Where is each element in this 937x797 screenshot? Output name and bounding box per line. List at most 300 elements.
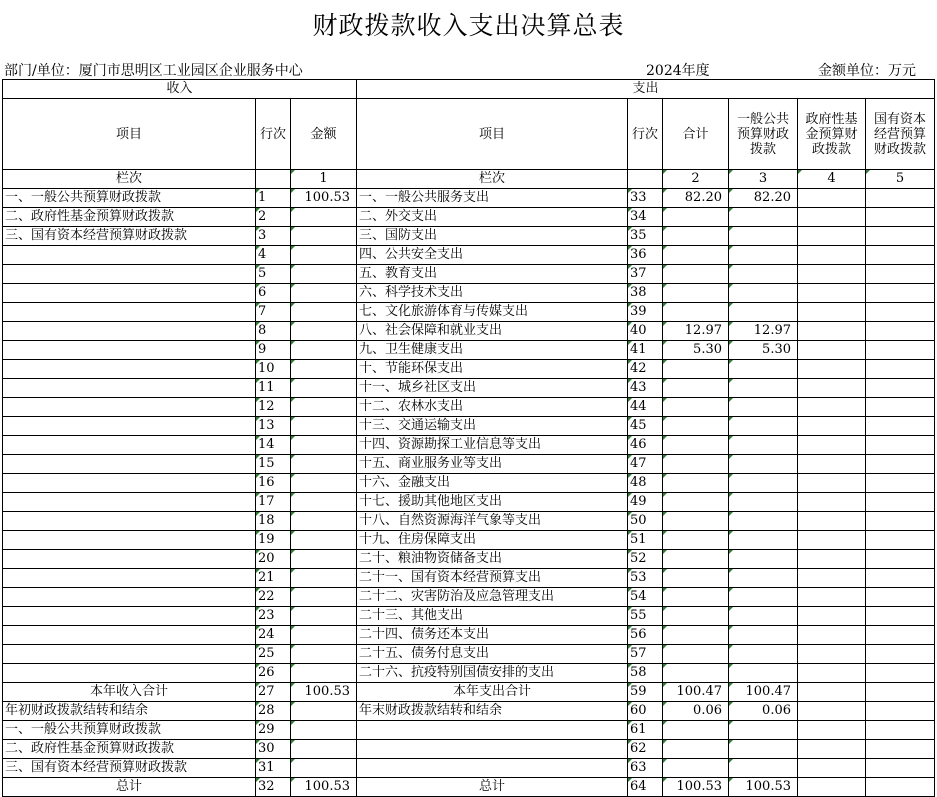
fund-budget-cell — [798, 740, 866, 759]
income-item-cell — [3, 493, 256, 512]
expense-total-cell — [663, 360, 729, 379]
fund-budget-cell — [798, 284, 866, 303]
expense-item-cell: 五、教育支出 — [357, 265, 628, 284]
expense-row-no-cell: 59 — [628, 683, 663, 702]
expense-row-no-cell: 64 — [628, 778, 663, 797]
expense-item-cell: 三、国防支出 — [357, 227, 628, 246]
income-amount-cell — [291, 759, 357, 778]
income-item-cell — [3, 379, 256, 398]
table-row — [3, 721, 935, 740]
general-budget-cell — [729, 493, 798, 512]
soe-budget-cell — [866, 740, 935, 759]
soe-budget-cell — [866, 664, 935, 683]
income-item-cell — [3, 436, 256, 455]
expense-item-cell: 年末财政拨款结转和结余 — [357, 702, 628, 721]
expense-row-no-cell: 58 — [628, 664, 663, 683]
income-row-no-cell: 8 — [256, 322, 291, 341]
fund-budget-cell — [798, 341, 866, 360]
expense-total-cell — [663, 379, 729, 398]
col-index-label: 栏次 — [357, 170, 628, 189]
col-header-total: 合计 — [663, 99, 729, 170]
expense-row-no-cell: 48 — [628, 474, 663, 493]
income-amount-cell — [291, 379, 357, 398]
income-row-no-cell: 26 — [256, 664, 291, 683]
general-budget-cell — [729, 208, 798, 227]
general-budget-cell — [729, 303, 798, 322]
fund-budget-cell — [798, 626, 866, 645]
expense-total-cell — [663, 265, 729, 284]
table-row — [3, 246, 935, 265]
income-amount-cell — [291, 626, 357, 645]
general-budget-cell — [729, 398, 798, 417]
table-row — [3, 360, 935, 379]
expense-row-no-cell: 51 — [628, 531, 663, 550]
soe-budget-cell — [866, 360, 935, 379]
income-item-cell — [3, 626, 256, 645]
expense-row-no-cell: 34 — [628, 208, 663, 227]
expense-total-cell: 12.97 — [663, 322, 729, 341]
soe-budget-cell — [866, 626, 935, 645]
table-row — [3, 189, 935, 208]
table-row — [3, 759, 935, 778]
soe-budget-cell — [866, 512, 935, 531]
income-row-no-cell: 19 — [256, 531, 291, 550]
fund-budget-cell — [798, 208, 866, 227]
income-item-cell: 二、政府性基金预算财政拨款 — [3, 208, 256, 227]
fund-budget-cell — [798, 189, 866, 208]
income-amount-cell — [291, 284, 357, 303]
col-header-expense-item: 项目 — [357, 99, 628, 170]
expense-item-cell: 二十四、债务还本支出 — [357, 626, 628, 645]
income-item-cell — [3, 360, 256, 379]
expense-row-no-cell: 57 — [628, 645, 663, 664]
expense-total-cell: 82.20 — [663, 189, 729, 208]
expense-total-cell — [663, 474, 729, 493]
expense-item-cell: 八、社会保障和就业支出 — [357, 322, 628, 341]
general-budget-cell — [729, 512, 798, 531]
income-row-no-cell: 14 — [256, 436, 291, 455]
expense-row-no-cell: 45 — [628, 417, 663, 436]
income-item-cell — [3, 607, 256, 626]
income-item-cell — [3, 246, 256, 265]
fund-budget-cell — [798, 227, 866, 246]
expense-item-cell: 二十三、其他支出 — [357, 607, 628, 626]
fund-budget-cell — [798, 322, 866, 341]
soe-budget-cell — [866, 341, 935, 360]
soe-budget-cell — [866, 284, 935, 303]
fiscal-year: 2024年度 — [646, 63, 710, 79]
general-budget-cell — [729, 664, 798, 683]
fund-budget-cell — [798, 436, 866, 455]
expense-total-cell — [663, 740, 729, 759]
general-budget-cell — [729, 607, 798, 626]
soe-budget-cell — [866, 436, 935, 455]
table-row — [3, 588, 935, 607]
expense-total-cell — [663, 759, 729, 778]
income-amount-cell — [291, 664, 357, 683]
expense-row-no-cell: 55 — [628, 607, 663, 626]
col-index-1: 1 — [291, 170, 357, 189]
income-row-no-cell: 4 — [256, 246, 291, 265]
income-amount-cell — [291, 721, 357, 740]
income-item-cell: 本年收入合计 — [3, 683, 256, 702]
fund-budget-cell — [798, 493, 866, 512]
col-header-amount: 金额 — [291, 99, 357, 170]
income-amount-cell — [291, 645, 357, 664]
income-amount-cell — [291, 398, 357, 417]
fund-budget-cell — [798, 474, 866, 493]
table-row — [3, 778, 935, 797]
expense-total-cell — [663, 455, 729, 474]
income-amount-cell — [291, 493, 357, 512]
income-row-no-cell: 16 — [256, 474, 291, 493]
table-row — [3, 341, 935, 360]
income-item-cell: 二、政府性基金预算财政拨款 — [3, 740, 256, 759]
table-row — [3, 265, 935, 284]
income-amount-cell — [291, 702, 357, 721]
income-item-cell: 三、国有资本经营预算财政拨款 — [3, 227, 256, 246]
income-amount-cell — [291, 341, 357, 360]
fund-budget-cell — [798, 360, 866, 379]
expense-row-no-cell: 62 — [628, 740, 663, 759]
expense-row-no-cell: 36 — [628, 246, 663, 265]
fund-budget-cell — [798, 531, 866, 550]
expense-item-cell: 四、公共安全支出 — [357, 246, 628, 265]
expense-total-cell — [663, 303, 729, 322]
income-row-no-cell: 6 — [256, 284, 291, 303]
expense-row-no-cell: 54 — [628, 588, 663, 607]
income-row-no-cell: 12 — [256, 398, 291, 417]
expense-total-cell — [663, 246, 729, 265]
income-item-cell — [3, 664, 256, 683]
expense-total-cell — [663, 721, 729, 740]
expense-row-no-cell: 44 — [628, 398, 663, 417]
expense-item-cell: 十一、城乡社区支出 — [357, 379, 628, 398]
general-budget-cell — [729, 474, 798, 493]
income-item-cell — [3, 303, 256, 322]
expense-total-cell — [663, 607, 729, 626]
soe-budget-cell — [866, 474, 935, 493]
soe-budget-cell — [866, 379, 935, 398]
soe-budget-cell — [866, 303, 935, 322]
income-row-no-cell: 25 — [256, 645, 291, 664]
general-budget-cell — [729, 740, 798, 759]
expense-row-no-cell: 39 — [628, 303, 663, 322]
soe-budget-cell — [866, 588, 935, 607]
income-item-cell — [3, 284, 256, 303]
expense-row-no-cell: 35 — [628, 227, 663, 246]
income-amount-cell — [291, 246, 357, 265]
col-index-4: 4 — [798, 170, 866, 189]
fund-budget-cell — [798, 664, 866, 683]
income-item-cell — [3, 474, 256, 493]
table-row — [3, 417, 935, 436]
expense-total-cell — [663, 493, 729, 512]
expense-row-no-cell: 38 — [628, 284, 663, 303]
col-index-3: 3 — [729, 170, 798, 189]
col-header-expense-row-no: 行次 — [628, 99, 663, 170]
expense-total-cell — [663, 569, 729, 588]
expense-item-cell: 七、文化旅游体育与传媒支出 — [357, 303, 628, 322]
col-header-income-row-no: 行次 — [256, 99, 291, 170]
budget-table — [2, 79, 935, 797]
income-amount-cell — [291, 607, 357, 626]
soe-budget-cell — [866, 531, 935, 550]
col-header-soe-budget: 国有资本经营预算财政拨款 — [866, 99, 935, 170]
col-index-5: 5 — [866, 170, 935, 189]
income-row-no-cell: 23 — [256, 607, 291, 626]
income-amount-cell — [291, 208, 357, 227]
fund-budget-cell — [798, 721, 866, 740]
income-item-cell: 三、国有资本经营预算财政拨款 — [3, 759, 256, 778]
income-row-no-cell: 24 — [256, 626, 291, 645]
income-item-cell: 一、一般公共预算财政拨款 — [3, 721, 256, 740]
fund-budget-cell — [798, 683, 866, 702]
fund-budget-cell — [798, 645, 866, 664]
expense-item-cell: 十二、农林水支出 — [357, 398, 628, 417]
fund-budget-cell — [798, 550, 866, 569]
income-row-no-cell: 13 — [256, 417, 291, 436]
expense-item-cell: 十八、自然资源海洋气象等支出 — [357, 512, 628, 531]
table-row — [3, 379, 935, 398]
expense-row-no-cell: 40 — [628, 322, 663, 341]
fund-budget-cell — [798, 759, 866, 778]
table-row — [3, 322, 935, 341]
general-budget-cell — [729, 759, 798, 778]
soe-budget-cell — [866, 417, 935, 436]
expense-total-cell — [663, 588, 729, 607]
soe-budget-cell — [866, 208, 935, 227]
expense-row-no-cell: 37 — [628, 265, 663, 284]
fund-budget-cell — [798, 398, 866, 417]
income-row-no-cell: 32 — [256, 778, 291, 797]
col-index-2: 2 — [663, 170, 729, 189]
fund-budget-cell — [798, 246, 866, 265]
table-row — [3, 208, 935, 227]
expense-total-cell — [663, 550, 729, 569]
income-row-no-cell: 28 — [256, 702, 291, 721]
expense-section-header: 支出 — [357, 80, 935, 99]
income-row-no-cell: 27 — [256, 683, 291, 702]
income-amount-cell — [291, 474, 357, 493]
table-row — [3, 607, 935, 626]
income-amount-cell — [291, 322, 357, 341]
income-item-cell — [3, 455, 256, 474]
income-item-cell — [3, 417, 256, 436]
income-row-no-cell: 5 — [256, 265, 291, 284]
general-budget-cell — [729, 569, 798, 588]
expense-row-no-cell: 63 — [628, 759, 663, 778]
income-amount-cell — [291, 740, 357, 759]
general-budget-cell: 12.97 — [729, 322, 798, 341]
income-row-no-cell: 9 — [256, 341, 291, 360]
table-row — [3, 474, 935, 493]
income-amount-cell: 100.53 — [291, 683, 357, 702]
income-row-no-cell: 7 — [256, 303, 291, 322]
soe-budget-cell — [866, 493, 935, 512]
expense-total-cell: 100.47 — [663, 683, 729, 702]
expense-item-cell: 总计 — [357, 778, 628, 797]
income-item-cell — [3, 322, 256, 341]
soe-budget-cell — [866, 778, 935, 797]
table-row — [3, 531, 935, 550]
expense-item-cell: 本年支出合计 — [357, 683, 628, 702]
col-header-income-item: 项目 — [3, 99, 256, 170]
table-row — [3, 550, 935, 569]
soe-budget-cell — [866, 607, 935, 626]
income-amount-cell — [291, 227, 357, 246]
expense-row-no-cell: 50 — [628, 512, 663, 531]
income-item-cell — [3, 265, 256, 284]
table-row — [3, 227, 935, 246]
fund-budget-cell — [798, 265, 866, 284]
income-item-cell — [3, 550, 256, 569]
general-budget-cell: 100.53 — [729, 778, 798, 797]
soe-budget-cell — [866, 398, 935, 417]
table-row — [3, 303, 935, 322]
expense-item-cell: 十六、金融支出 — [357, 474, 628, 493]
general-budget-cell — [729, 436, 798, 455]
soe-budget-cell — [866, 322, 935, 341]
expense-item-cell: 十四、资源勘探工业信息等支出 — [357, 436, 628, 455]
income-amount-cell — [291, 360, 357, 379]
expense-row-no-cell: 33 — [628, 189, 663, 208]
fund-budget-cell — [798, 455, 866, 474]
expense-item-cell: 二十六、抗疫特别国债安排的支出 — [357, 664, 628, 683]
currency-unit: 金额单位：万元 — [818, 63, 916, 79]
income-row-no-cell: 29 — [256, 721, 291, 740]
income-item-cell — [3, 531, 256, 550]
general-budget-cell — [729, 284, 798, 303]
expense-item-cell: 二十五、债务付息支出 — [357, 645, 628, 664]
expense-item-cell: 十、节能环保支出 — [357, 360, 628, 379]
table-row — [3, 512, 935, 531]
income-item-cell: 年初财政拨款结转和结余 — [3, 702, 256, 721]
table-row — [3, 626, 935, 645]
income-amount-cell — [291, 417, 357, 436]
expense-row-no-cell: 53 — [628, 569, 663, 588]
income-row-no-cell: 30 — [256, 740, 291, 759]
general-budget-cell — [729, 265, 798, 284]
general-budget-cell — [729, 246, 798, 265]
unit-label: 部门/单位：厦门市思明区工业园区企业服务中心 — [4, 63, 303, 79]
expense-item-cell: 十三、交通运输支出 — [357, 417, 628, 436]
income-row-no-cell: 22 — [256, 588, 291, 607]
col-header-general-budget: 一般公共预算财政拨款 — [729, 99, 798, 170]
income-amount-cell — [291, 455, 357, 474]
expense-total-cell — [663, 398, 729, 417]
general-budget-cell — [729, 645, 798, 664]
expense-item-cell: 十五、商业服务业等支出 — [357, 455, 628, 474]
soe-budget-cell — [866, 683, 935, 702]
expense-item-cell: 二十二、灾害防治及应急管理支出 — [357, 588, 628, 607]
general-budget-cell — [729, 455, 798, 474]
expense-row-no-cell: 61 — [628, 721, 663, 740]
expense-item-cell: 十七、援助其他地区支出 — [357, 493, 628, 512]
income-item-cell — [3, 398, 256, 417]
expense-row-no-cell: 46 — [628, 436, 663, 455]
table-row — [3, 740, 935, 759]
income-amount-cell — [291, 512, 357, 531]
income-item-cell — [3, 569, 256, 588]
soe-budget-cell — [866, 645, 935, 664]
income-row-no-cell: 1 — [256, 189, 291, 208]
income-item-cell — [3, 341, 256, 360]
income-amount-cell — [291, 436, 357, 455]
expense-item-cell: 二十、粮油物资储备支出 — [357, 550, 628, 569]
income-row-no-cell: 11 — [256, 379, 291, 398]
income-item-cell — [3, 512, 256, 531]
expense-total-cell — [663, 645, 729, 664]
income-amount-cell — [291, 588, 357, 607]
col-index-blank — [256, 170, 291, 189]
table-row — [3, 702, 935, 721]
expense-item-cell: 九、卫生健康支出 — [357, 341, 628, 360]
expense-item-cell: 二十一、国有资本经营预算支出 — [357, 569, 628, 588]
general-budget-cell: 100.47 — [729, 683, 798, 702]
table-row — [3, 398, 935, 417]
income-amount-cell: 100.53 — [291, 189, 357, 208]
table-row — [3, 569, 935, 588]
expense-total-cell — [663, 417, 729, 436]
expense-total-cell: 100.53 — [663, 778, 729, 797]
expense-total-cell — [663, 227, 729, 246]
table-row — [3, 645, 935, 664]
expense-total-cell — [663, 436, 729, 455]
income-row-no-cell: 3 — [256, 227, 291, 246]
expense-total-cell — [663, 284, 729, 303]
soe-budget-cell — [866, 246, 935, 265]
report-title: 财政拨款收入支出决算总表 — [312, 11, 625, 40]
income-amount-cell — [291, 303, 357, 322]
expense-row-no-cell: 56 — [628, 626, 663, 645]
income-row-no-cell: 20 — [256, 550, 291, 569]
expense-item-cell — [357, 721, 628, 740]
income-item-cell: 一、一般公共预算财政拨款 — [3, 189, 256, 208]
expense-total-cell — [663, 208, 729, 227]
table-row — [3, 664, 935, 683]
general-budget-cell — [729, 626, 798, 645]
income-row-no-cell: 2 — [256, 208, 291, 227]
general-budget-cell — [729, 531, 798, 550]
general-budget-cell — [729, 379, 798, 398]
table-row — [3, 455, 935, 474]
soe-budget-cell — [866, 227, 935, 246]
income-amount-cell — [291, 531, 357, 550]
fund-budget-cell — [798, 607, 866, 626]
expense-item-cell: 二、外交支出 — [357, 208, 628, 227]
fund-budget-cell — [798, 379, 866, 398]
table-row — [3, 436, 935, 455]
income-row-no-cell: 31 — [256, 759, 291, 778]
general-budget-cell: 0.06 — [729, 702, 798, 721]
general-budget-cell — [729, 417, 798, 436]
table-row — [3, 493, 935, 512]
income-amount-cell: 100.53 — [291, 778, 357, 797]
fund-budget-cell — [798, 569, 866, 588]
expense-row-no-cell: 60 — [628, 702, 663, 721]
expense-row-no-cell: 41 — [628, 341, 663, 360]
fund-budget-cell — [798, 303, 866, 322]
income-item-cell — [3, 645, 256, 664]
general-budget-cell — [729, 721, 798, 740]
income-row-no-cell: 10 — [256, 360, 291, 379]
income-amount-cell — [291, 550, 357, 569]
fund-budget-cell — [798, 778, 866, 797]
fund-budget-cell — [798, 417, 866, 436]
col-header-fund-budget: 政府性基金预算财政拨款 — [798, 99, 866, 170]
expense-item-cell: 六、科学技术支出 — [357, 284, 628, 303]
